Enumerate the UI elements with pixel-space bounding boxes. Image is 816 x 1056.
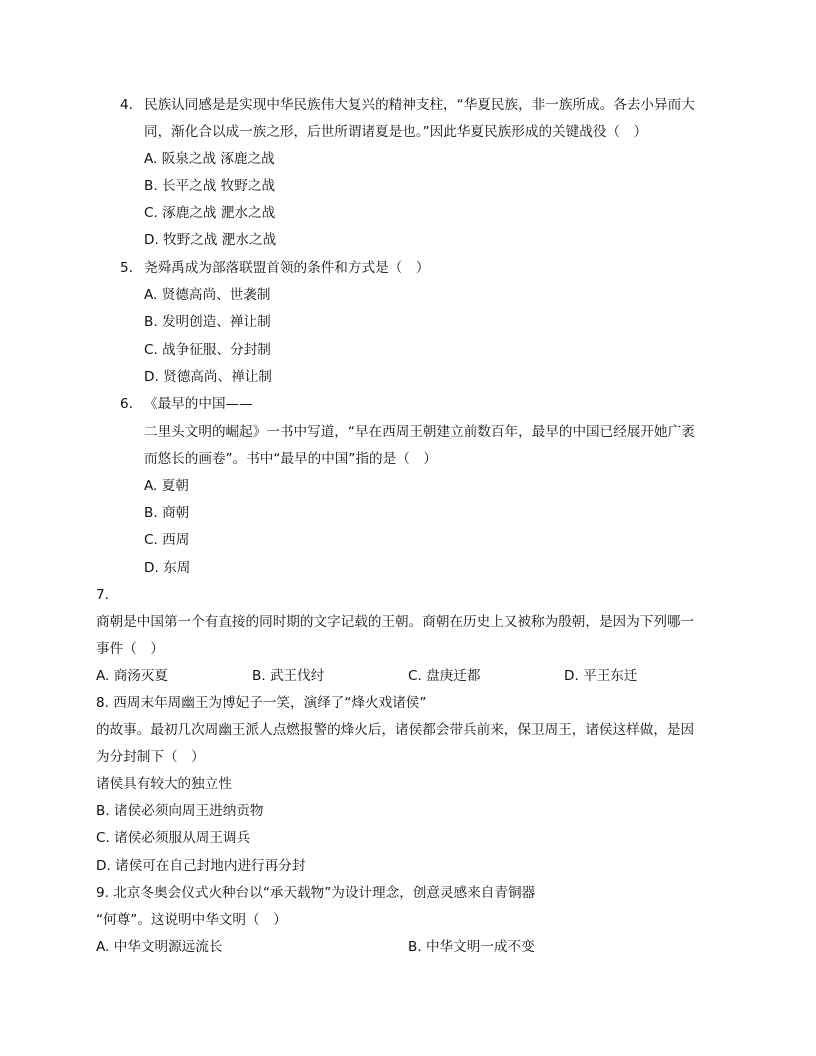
q8-option-c: C. 诸侯必须服从周王调兵	[96, 830, 251, 846]
q7-number: 7.	[96, 587, 109, 603]
q7-stem-line2: 事件（ ）	[96, 641, 164, 657]
q5-option-c: C. 战争征服、分封制	[144, 342, 271, 358]
q4-number: 4.	[120, 97, 133, 113]
q4-stem-line2: 同，渐化合以成一族之形，后世所谓诸夏是也。”因此华夏民族形成的关键战役（ ）	[144, 124, 648, 140]
q4-option-a: A. 阪泉之战 涿鹿之战	[144, 151, 275, 167]
q6-option-b: B. 商朝	[144, 505, 190, 521]
q7-option-a: A. 商汤灭夏	[96, 668, 169, 684]
q6-stem-line3: 而悠长的画卷”。书中“最早的中国”指的是（ ）	[144, 451, 438, 467]
q8-stem-line2: 的故事。最初几次周幽王派人点燃报警的烽火后，诸侯都会带兵前来，保卫周王，诸侯这样做，是因	[96, 722, 695, 738]
q8-stem-line3: 为分封制下（ ）	[96, 749, 205, 765]
q8-option-a: 诸侯具有较大的独立性	[96, 776, 232, 792]
q4-option-d: D. 牧野之战 淝水之战	[144, 232, 277, 248]
q9-stem-line2: “何尊”。这说明中华文明（ ）	[96, 912, 287, 928]
q9-option-a: A. 中华文明源远流长	[96, 939, 223, 955]
q4-option-c: C. 涿鹿之战 淝水之战	[144, 205, 276, 221]
q6-stem-line2: 二里头文明的崛起》一书中写道，“早在西周王朝建立前数百年，最早的中国已经展开她广袤	[144, 424, 695, 440]
q5-option-d: D. 贤德高尚、禅让制	[144, 369, 272, 385]
q7-option-d: D. 平王东迁	[564, 668, 638, 684]
q4-stem-line1: 民族认同感是是实现中华民族伟大复兴的精神支柱，“华夏民族，非一族所成。各去小异而大	[144, 97, 695, 113]
q8-option-d: D. 诸侯可在自己封地内进行再分封	[96, 858, 306, 874]
q8-stem-line1: 8. 西周末年周幽王为博妃子一笑，演绎了“烽火戏诸侯”	[96, 695, 427, 711]
q5-stem-line1: 尧舜禹成为部落联盟首领的条件和方式是（ ）	[144, 260, 430, 276]
q4-option-b: B. 长平之战 牧野之战	[144, 178, 276, 194]
q7-stem-line1: 商朝是中国第一个有直接的同时期的文字记载的王朝。商朝在历史上又被称为殷朝，是因为下列哪一	[96, 614, 695, 630]
q6-stem-line1: 《最早的中国——	[144, 396, 253, 412]
q9-stem-line1: 9. 北京冬奥会仪式火种台以“承天载物”为设计理念，创意灵感来自青铜器	[96, 885, 536, 901]
q7-option-c: C. 盘庚迁都	[408, 668, 481, 684]
q5-option-b: B. 发明创造、禅让制	[144, 314, 271, 330]
q5-number: 5.	[120, 260, 133, 276]
q5-option-a: A. 贤德高尚、世袭制	[144, 287, 271, 303]
q8-option-b: B. 诸侯必须向周王进纳贡物	[96, 803, 264, 819]
q6-number: 6.	[120, 396, 133, 412]
q6-option-c: C. 西周	[144, 532, 190, 548]
q6-option-d: D. 东周	[144, 560, 191, 576]
q9-option-b: B. 中华文明一成不变	[408, 939, 535, 955]
q7-option-b: B. 武王伐纣	[252, 668, 325, 684]
q6-option-a: A. 夏朝	[144, 478, 189, 494]
